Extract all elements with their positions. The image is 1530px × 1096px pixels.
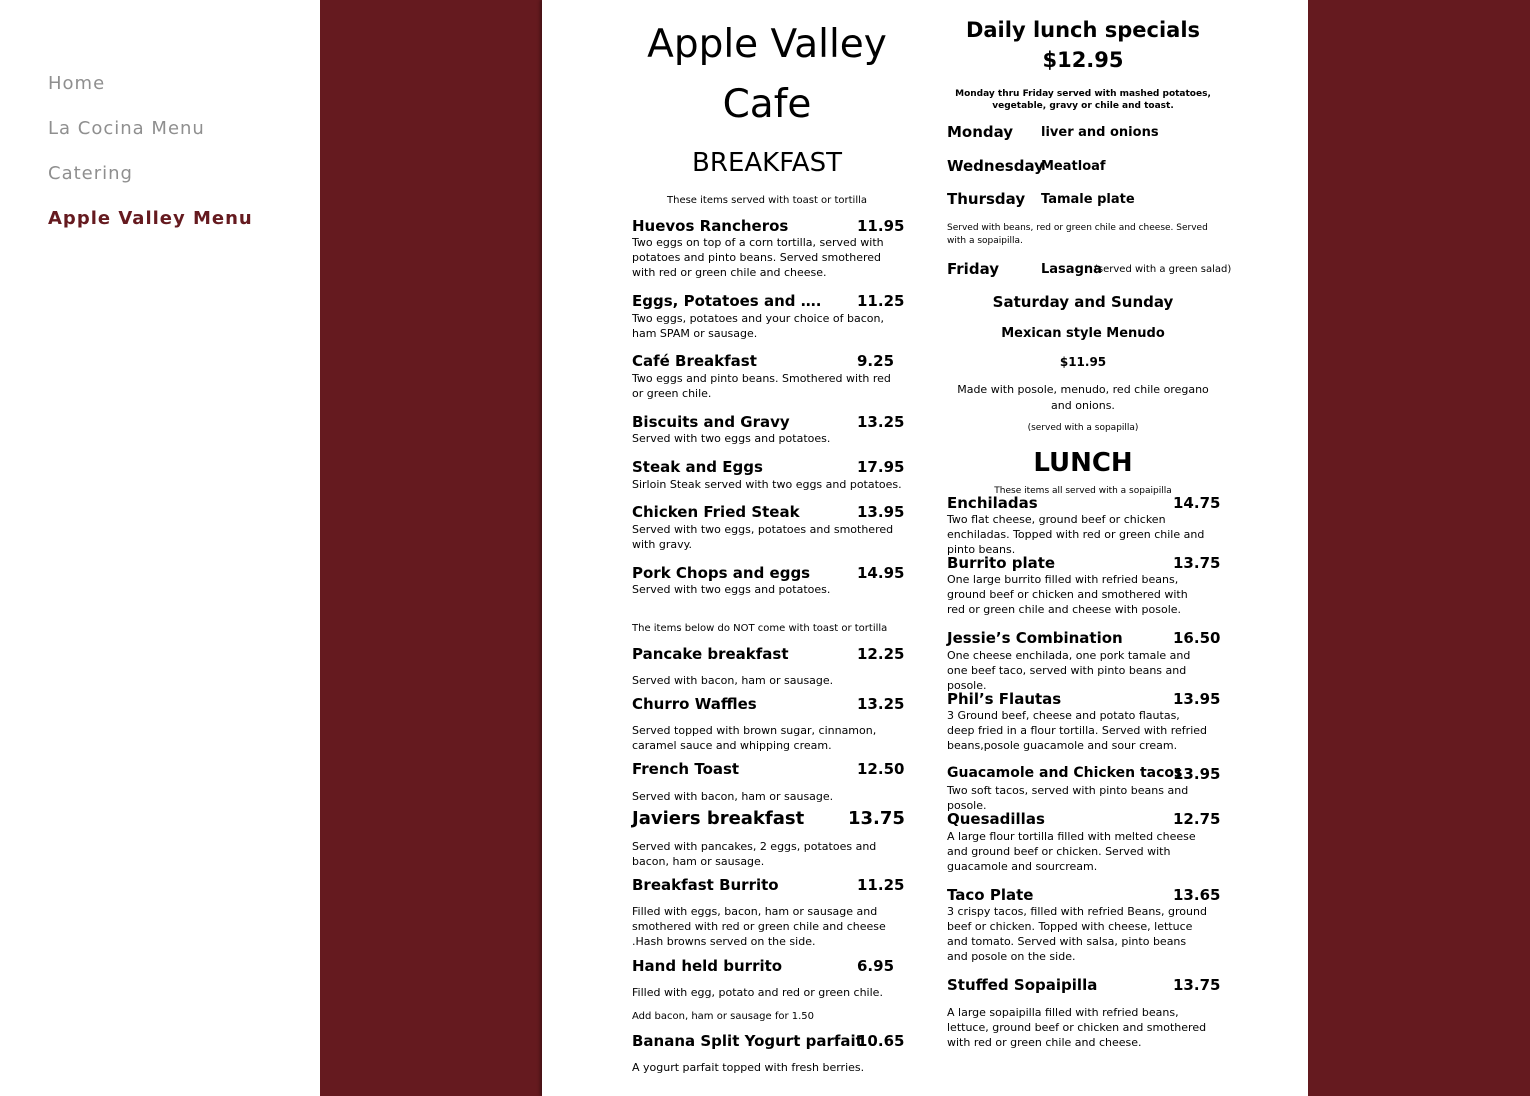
item-name: French Toast <box>632 760 740 778</box>
item-price: 13.25 <box>857 413 905 431</box>
special-day: Wednesday <box>947 157 1044 175</box>
item-name: Javiers breakfast <box>632 808 805 829</box>
item-name: Steak and Eggs <box>632 458 763 476</box>
item-name: Burrito plate <box>947 554 1056 572</box>
lunch-heading: LUNCH <box>1033 448 1133 478</box>
item-name: Banana Split Yogurt parfait <box>632 1032 863 1050</box>
breakfast-heading: BREAKFAST <box>692 148 842 178</box>
item-desc: Served with two eggs and potatoes. <box>632 432 831 445</box>
weekend-dish: Mexican style Menudo <box>1001 326 1165 341</box>
special-dish: Tamale plate <box>1041 192 1135 207</box>
specials-price: $12.95 <box>1042 48 1124 72</box>
item-price: 10.65 <box>857 1032 905 1050</box>
item-name: Hand held burrito <box>632 957 783 975</box>
item-desc: Served with pancakes, 2 eggs, potatoes and bacon, ham or sausage. <box>632 840 877 868</box>
special-day: Friday <box>947 260 1000 278</box>
item-name: Taco Plate <box>947 886 1034 904</box>
menu-image <box>542 0 1308 1096</box>
item-name: Phil’s Flautas <box>947 690 1062 708</box>
item-price: 11.25 <box>857 876 905 894</box>
item-price: 12.75 <box>1173 810 1221 828</box>
item-name: Quesadillas <box>947 810 1045 828</box>
item-price: 14.95 <box>857 564 905 582</box>
item-name: Pork Chops and eggs <box>632 564 811 582</box>
item-price: 14.75 <box>1173 494 1221 512</box>
item-name: Pancake breakfast <box>632 645 789 663</box>
item-desc: Served with two eggs, potatoes and smothered with gravy. <box>632 523 894 551</box>
item-desc: Filled with eggs, bacon, ham or sausage and smothered with red or green chile and cheese .Hash browns served on the side. <box>632 905 886 948</box>
item-desc: Two eggs, potatoes and your choice of bacon, ham SPAM or sausage. <box>632 312 884 340</box>
weekend-desc: Made with posole, menudo, red chile oregano and onions. <box>957 383 1209 412</box>
weekend-note: (served with a sopapilla) <box>1027 423 1139 433</box>
item-price: 13.95 <box>1173 690 1221 708</box>
item-name: Guacamole and Chicken tacos <box>947 765 1183 781</box>
item-price: 6.95 <box>857 957 895 975</box>
item-desc: Filled with egg, potato and red or green chile. <box>632 986 883 999</box>
item-price: 13.95 <box>857 503 905 521</box>
specials-note: Monday thru Friday served with mashed potatoes, vegetable, gravy or chile and toast. <box>955 89 1211 111</box>
special-day: Monday <box>947 123 1014 141</box>
special-dish: liver and onions <box>1041 125 1159 140</box>
item-desc: Served with bacon, ham or sausage. <box>632 790 834 803</box>
nav-catering[interactable]: Catering <box>48 163 133 184</box>
item-desc: One large burrito filled with refried beans, ground beef or chicken and smothered with red or green chile and cheese with posole. <box>947 573 1188 616</box>
item-name: Breakfast Burrito <box>632 876 779 894</box>
item-price: 13.75 <box>848 808 905 829</box>
addon-note: Add bacon, ham or sausage for 1.50 <box>632 1011 815 1022</box>
item-price: 13.75 <box>1173 554 1221 572</box>
item-price: 13.75 <box>1173 976 1221 994</box>
item-name: Huevos Rancheros <box>632 217 789 235</box>
cafe-title-line2: Cafe <box>722 82 812 127</box>
item-desc: Two flat cheese, ground beef or chicken enchiladas. Topped with red or green chile and pinto beans. <box>947 513 1205 556</box>
friday-note: (served with a green salad) <box>1094 264 1232 275</box>
item-name: Jessie’s Combination <box>947 629 1123 647</box>
item-price: 12.25 <box>857 645 905 663</box>
special-day: Thursday <box>947 190 1026 208</box>
breakfast-note: These items served with toast or tortilla <box>666 195 868 206</box>
thursday-note: Served with beans, red or green chile and cheese. Served with a sopaipilla. <box>947 223 1208 246</box>
weekend-price: $11.95 <box>1059 355 1107 369</box>
item-desc: Served with two eggs and potatoes. <box>632 583 831 596</box>
item-desc: 3 Ground beef, cheese and potato flautas, deep fried in a flour tortilla. Served with refried beans,posole guacamole and sour cream. <box>947 709 1207 752</box>
item-desc: A large sopaipilla filled with refried beans, lettuce, ground beef or chicken and smothered with red or green chile and cheese. <box>947 1006 1207 1049</box>
specials-heading: Daily lunch specials <box>965 18 1201 42</box>
item-desc: Served with bacon, ham or sausage. <box>632 674 834 687</box>
item-name: Enchiladas <box>947 494 1038 512</box>
nav-home[interactable]: Home <box>48 73 106 94</box>
item-desc: Two eggs and pinto beans. Smothered with red or green chile. <box>632 372 891 400</box>
item-desc: Two eggs on top of a corn tortilla, served with potatoes and pinto beans. Served smothered with red or green chile and cheese. <box>632 236 884 279</box>
item-price: 13.65 <box>1173 886 1221 904</box>
item-price: 13.95 <box>1173 765 1221 783</box>
item-name: Café Breakfast <box>632 352 757 370</box>
special-dish: Lasagna <box>1041 262 1102 277</box>
breakfast-note-no-toast: The items below do NOT come with toast or tortilla <box>632 623 888 634</box>
weekend-heading: Saturday and Sunday <box>992 293 1174 311</box>
item-desc: A large flour tortilla filled with melted cheese and ground beef or chicken. Served with guacamole and sourcream. <box>947 830 1196 873</box>
item-name: Churro Waffles <box>632 695 757 713</box>
item-desc: Served topped with brown sugar, cinnamon, caramel sauce and whipping cream. <box>632 724 877 752</box>
item-price: 16.50 <box>1173 629 1221 647</box>
item-price: 17.95 <box>857 458 905 476</box>
item-name: Stuffed Sopaipilla <box>947 976 1098 994</box>
item-name: Eggs, Potatoes and …. <box>632 292 822 310</box>
item-desc: A yogurt parfait topped with fresh berries. <box>632 1061 865 1074</box>
item-price: 12.50 <box>857 760 905 778</box>
item-price: 11.25 <box>857 292 905 310</box>
item-desc: Sirloin Steak served with two eggs and potatoes. <box>632 478 902 491</box>
lunch-note: These items all served with a sopaipilla <box>994 486 1172 496</box>
item-desc: 3 crispy tacos, filled with refried Beans, ground beef or chicken. Topped with cheese, lettuce and tomato. Served with salsa, pinto beans and posole on the side. <box>947 905 1207 963</box>
sidebar-nav <box>0 0 320 1096</box>
nav-la-cocina-menu[interactable]: La Cocina Menu <box>48 118 205 139</box>
item-price: 9.25 <box>857 352 895 370</box>
special-dish: Meatloaf <box>1041 159 1106 174</box>
item-desc: One cheese enchilada, one pork tamale and one beef taco, served with pinto beans and posole. <box>947 649 1191 692</box>
nav-apple-valley-menu[interactable]: Apple Valley Menu <box>48 208 253 229</box>
item-desc: Two soft tacos, served with pinto beans and posole. <box>947 784 1189 812</box>
item-name: Biscuits and Gravy <box>632 413 790 431</box>
cafe-title-line1: Apple Valley <box>647 22 887 67</box>
item-price: 13.25 <box>857 695 905 713</box>
item-price: 11.95 <box>857 217 905 235</box>
item-name: Chicken Fried Steak <box>632 503 800 521</box>
